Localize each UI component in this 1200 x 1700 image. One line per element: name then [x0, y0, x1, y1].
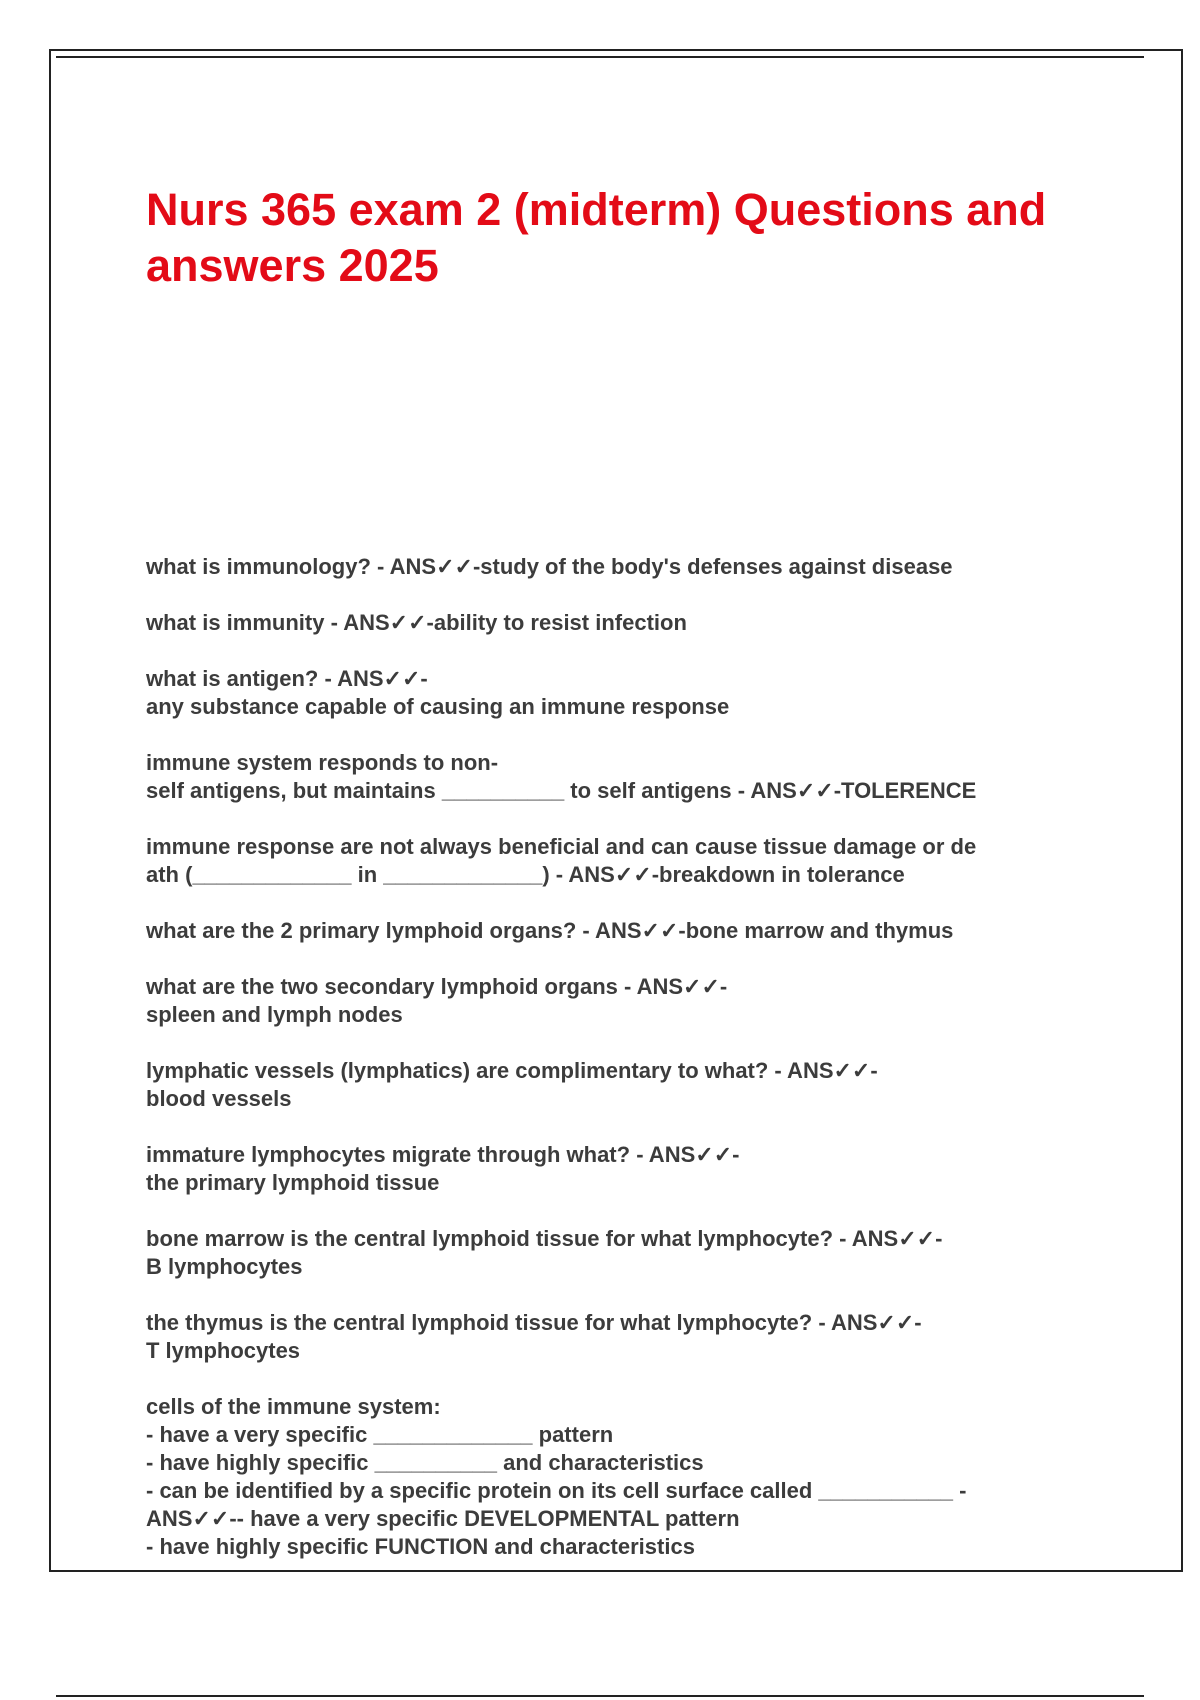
qa-item	[146, 973, 1096, 1029]
qa-item	[146, 917, 1096, 945]
document-title	[146, 182, 1106, 294]
qa-line: - have a very specific _____________ pattern	[146, 1422, 614, 1447]
qa-item	[146, 1393, 1096, 1561]
qa-line: bone marrow is the central lymphoid tissue for what lymphocyte? - ANS✓✓-	[146, 1226, 943, 1251]
qa-line: spleen and lymph nodes	[146, 1002, 403, 1027]
qa-line: immune response are not always beneficial and can cause tissue damage or de	[146, 834, 977, 859]
qa-item	[146, 1309, 1096, 1365]
qa-line: what is immunity - ANS✓✓-ability to resist infection	[146, 610, 687, 635]
qa-item	[146, 833, 1096, 889]
qa-line: ath (_____________ in _____________) - ANS✓✓-breakdown in tolerance	[146, 862, 905, 887]
qa-item	[146, 553, 1096, 581]
title-line: answers 2025	[146, 240, 439, 291]
qa-item	[146, 665, 1096, 721]
qa-item	[146, 749, 1096, 805]
qa-line: - have highly specific __________ and characteristics	[146, 1450, 704, 1475]
top-rule	[56, 56, 1144, 58]
bottom-rule	[56, 1695, 1144, 1697]
qa-line: - have highly specific FUNCTION and characteristics	[146, 1534, 695, 1559]
qa-line: immature lymphocytes migrate through what? - ANS✓✓-	[146, 1142, 740, 1167]
qa-item	[146, 609, 1096, 637]
qa-line: any substance capable of causing an immune response	[146, 694, 730, 719]
qa-line: what is immunology? - ANS✓✓-study of the body's defenses against disease	[146, 554, 953, 579]
qa-list	[146, 553, 1096, 1589]
qa-line: blood vessels	[146, 1086, 292, 1111]
qa-line: self antigens, but maintains __________ to self antigens - ANS✓✓-TOLERENCE	[146, 778, 977, 803]
qa-line: - can be identified by a specific protein on its cell surface called ___________ -	[146, 1478, 967, 1503]
qa-line: B lymphocytes	[146, 1254, 303, 1279]
qa-line: what are the two secondary lymphoid organs - ANS✓✓-	[146, 974, 728, 999]
qa-line: the primary lymphoid tissue	[146, 1170, 440, 1195]
qa-line: immune system responds to non-	[146, 750, 499, 775]
qa-line: cells of the immune system:	[146, 1394, 441, 1419]
title-line: Nurs 365 exam 2 (midterm) Questions and	[146, 184, 1047, 235]
qa-line: what is antigen? - ANS✓✓-	[146, 666, 428, 691]
qa-item	[146, 1141, 1096, 1197]
qa-line: T lymphocytes	[146, 1338, 301, 1363]
qa-line: what are the 2 primary lymphoid organs? - ANS✓✓-bone marrow and thymus	[146, 918, 954, 943]
qa-item	[146, 1225, 1096, 1281]
qa-item	[146, 1057, 1096, 1113]
qa-line: ANS✓✓-- have a very specific DEVELOPMENTAL pattern	[146, 1506, 740, 1531]
qa-line: the thymus is the central lymphoid tissue for what lymphocyte? - ANS✓✓-	[146, 1310, 922, 1335]
qa-line: lymphatic vessels (lymphatics) are complimentary to what? - ANS✓✓-	[146, 1058, 878, 1083]
